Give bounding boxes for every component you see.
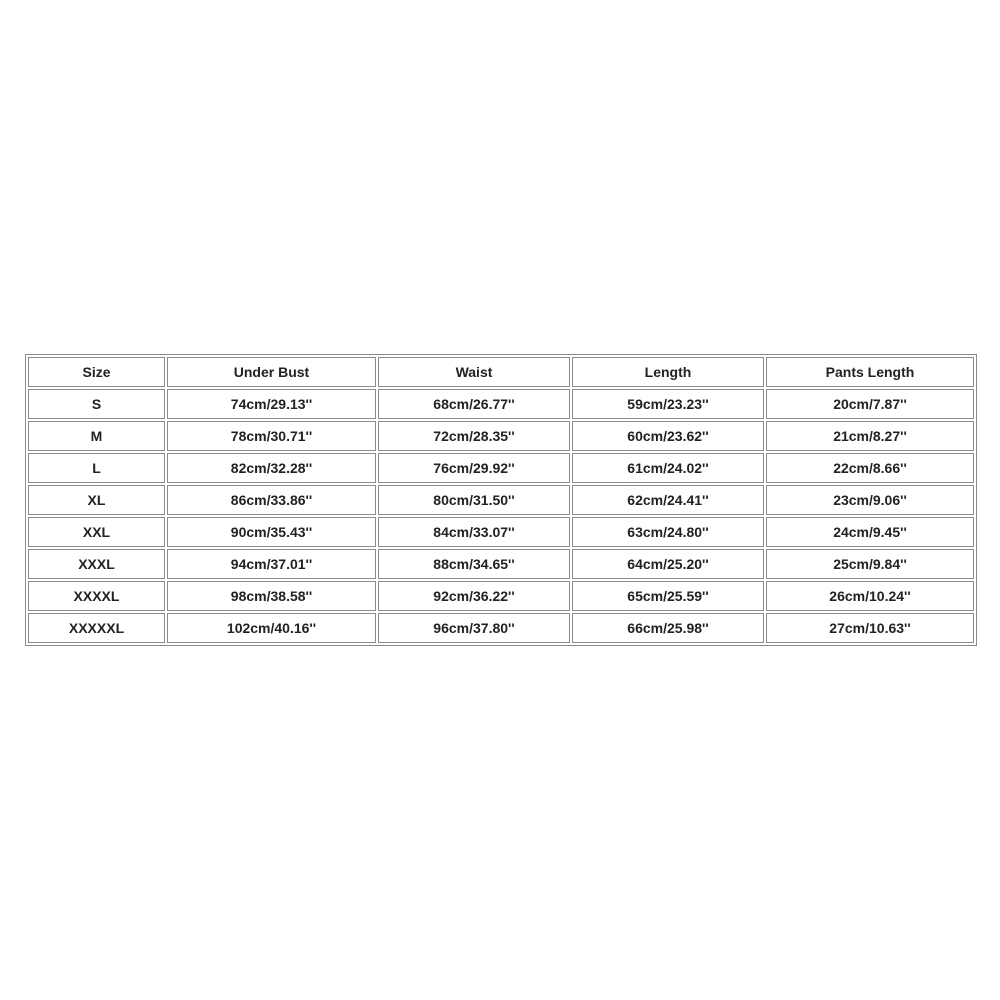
cell-waist: 72cm/28.35'' xyxy=(378,421,570,451)
cell-waist: 80cm/31.50'' xyxy=(378,485,570,515)
cell-waist: 84cm/33.07'' xyxy=(378,517,570,547)
cell-pants-length: 25cm/9.84'' xyxy=(766,549,974,579)
cell-under-bust: 102cm/40.16'' xyxy=(167,613,376,643)
cell-size: S xyxy=(28,389,165,419)
cell-size: XL xyxy=(28,485,165,515)
header-row xyxy=(28,357,974,387)
cell-size: L xyxy=(28,453,165,483)
size-chart-header xyxy=(28,357,974,387)
cell-length: 65cm/25.59'' xyxy=(572,581,764,611)
cell-under-bust: 78cm/30.71'' xyxy=(167,421,376,451)
cell-length: 64cm/25.20'' xyxy=(572,549,764,579)
cell-length: 66cm/25.98'' xyxy=(572,613,764,643)
cell-pants-length: 24cm/9.45'' xyxy=(766,517,974,547)
cell-size: XXXXXL xyxy=(28,613,165,643)
header-under-bust: Under Bust xyxy=(167,357,376,387)
cell-under-bust: 82cm/32.28'' xyxy=(167,453,376,483)
cell-pants-length: 26cm/10.24'' xyxy=(766,581,974,611)
cell-under-bust: 90cm/35.43'' xyxy=(167,517,376,547)
header-waist: Waist xyxy=(378,357,570,387)
header-size: Size xyxy=(28,357,165,387)
cell-pants-length: 21cm/8.27'' xyxy=(766,421,974,451)
cell-waist: 76cm/29.92'' xyxy=(378,453,570,483)
cell-length: 60cm/23.62'' xyxy=(572,421,764,451)
cell-length: 59cm/23.23'' xyxy=(572,389,764,419)
cell-waist: 92cm/36.22'' xyxy=(378,581,570,611)
cell-size: XXXXL xyxy=(28,581,165,611)
cell-under-bust: 74cm/29.13'' xyxy=(167,389,376,419)
cell-size: XXXL xyxy=(28,549,165,579)
cell-size: XXL xyxy=(28,517,165,547)
cell-length: 63cm/24.80'' xyxy=(572,517,764,547)
size-chart-table xyxy=(25,354,977,646)
cell-length: 61cm/24.02'' xyxy=(572,453,764,483)
table-row xyxy=(28,581,974,611)
table-row xyxy=(28,485,974,515)
header-length: Length xyxy=(572,357,764,387)
cell-waist: 96cm/37.80'' xyxy=(378,613,570,643)
cell-pants-length: 23cm/9.06'' xyxy=(766,485,974,515)
cell-pants-length: 27cm/10.63'' xyxy=(766,613,974,643)
cell-size: M xyxy=(28,421,165,451)
cell-under-bust: 98cm/38.58'' xyxy=(167,581,376,611)
size-chart-body xyxy=(28,389,974,643)
cell-pants-length: 22cm/8.66'' xyxy=(766,453,974,483)
cell-under-bust: 94cm/37.01'' xyxy=(167,549,376,579)
cell-waist: 68cm/26.77'' xyxy=(378,389,570,419)
table-row xyxy=(28,517,974,547)
cell-waist: 88cm/34.65'' xyxy=(378,549,570,579)
table-row xyxy=(28,389,974,419)
header-pants-length: Pants Length xyxy=(766,357,974,387)
table-row xyxy=(28,613,974,643)
cell-under-bust: 86cm/33.86'' xyxy=(167,485,376,515)
cell-pants-length: 20cm/7.87'' xyxy=(766,389,974,419)
table-row xyxy=(28,453,974,483)
cell-length: 62cm/24.41'' xyxy=(572,485,764,515)
table-row xyxy=(28,421,974,451)
table-row xyxy=(28,549,974,579)
